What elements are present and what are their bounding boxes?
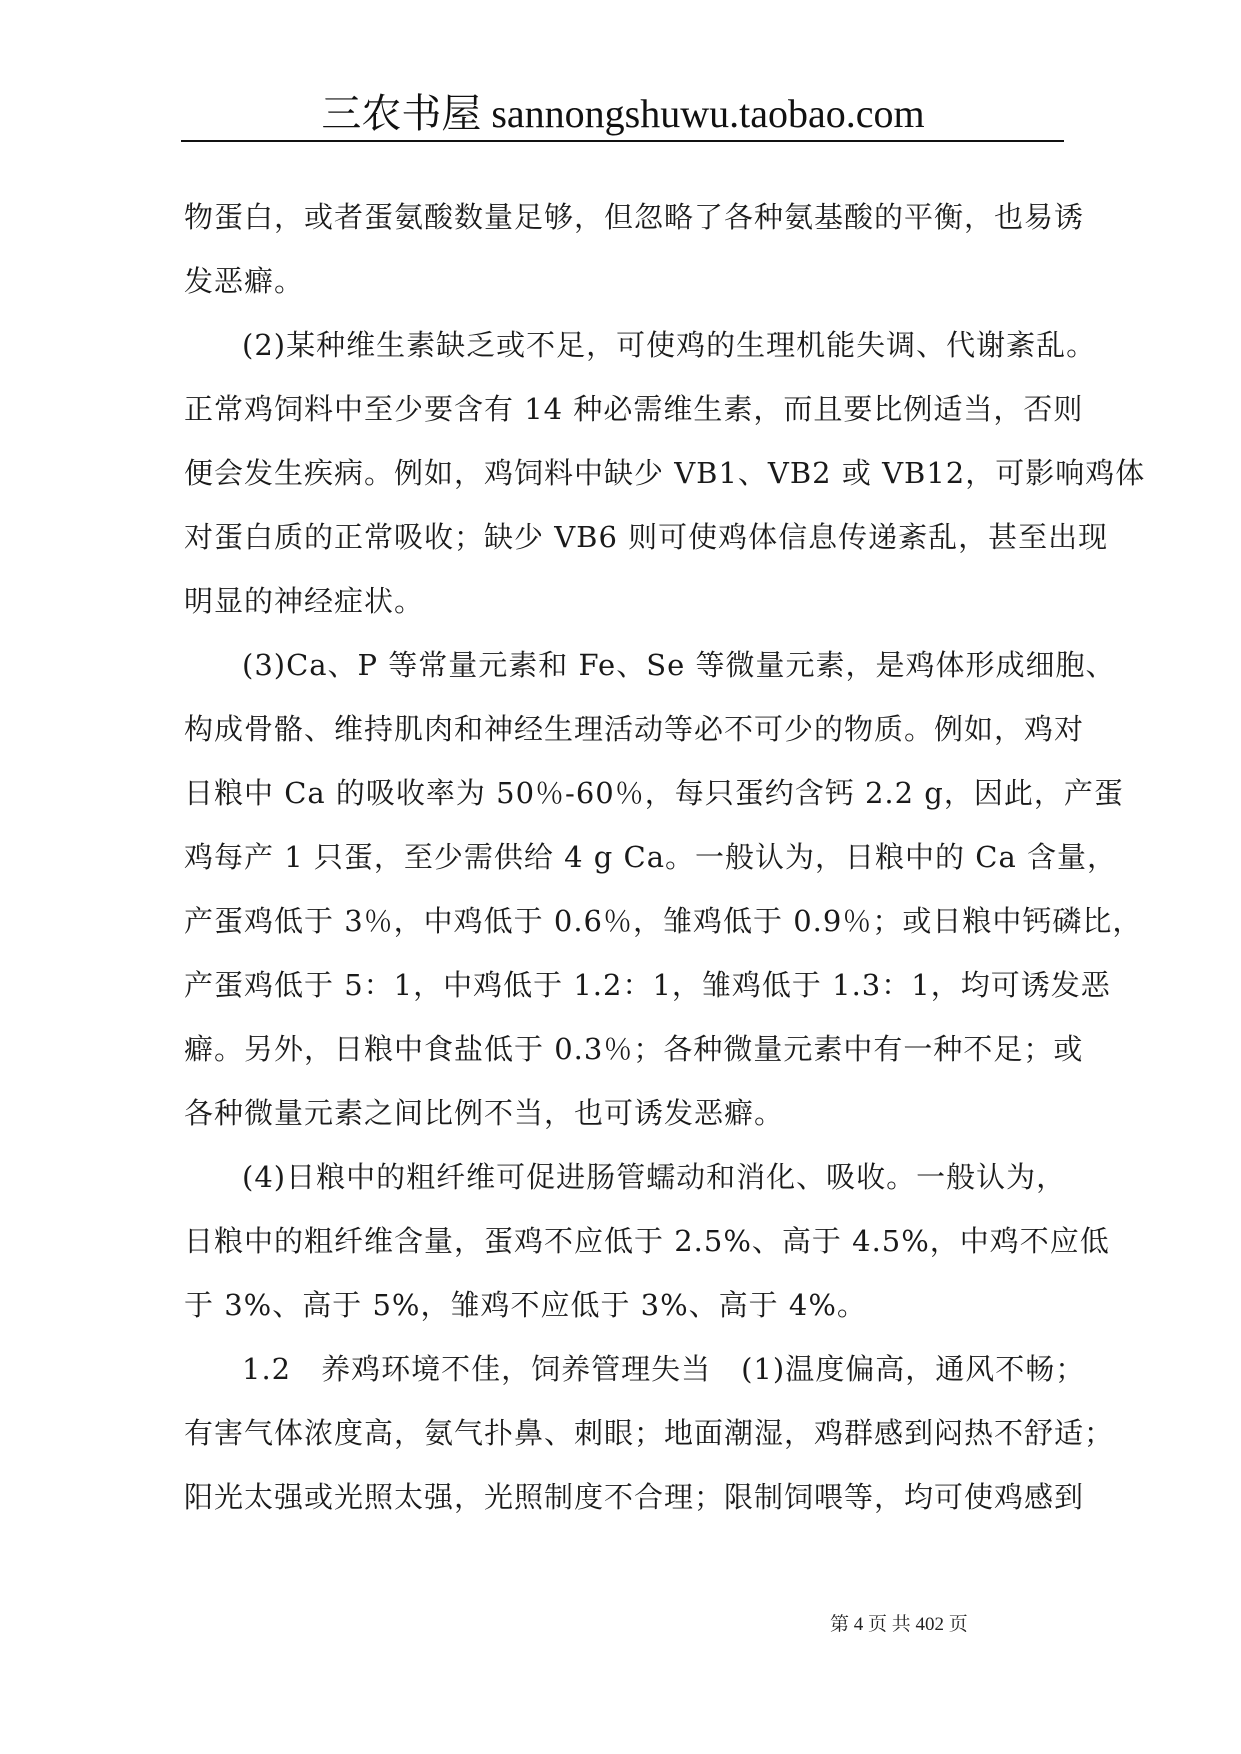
section-heading-line: 1.2 养鸡环境不佳，饲养管理失当 (1)温度偏高，通风不畅； xyxy=(242,1352,1086,1386)
text-line: 构成骨骼、维持肌肉和神经生理活动等必不可少的物质。例如，鸡对 xyxy=(184,712,1085,746)
text-line: 鸡每产 1 只蛋，至少需供给 4 g Ca。一般认为，日粮中的 Ca 含量， xyxy=(184,840,1117,874)
text-line: 阳光太强或光照太强，光照制度不合理；限制饲喂等，均可使鸡感到 xyxy=(184,1480,1085,1514)
text-line: 于 3%、高于 5%，雏鸡不应低于 3%、高于 4%。 xyxy=(184,1288,867,1322)
text-line: 癖。另外，日粮中食盐低于 0.3％；各种微量元素中有一种不足；或 xyxy=(184,1032,1084,1066)
header-divider xyxy=(181,140,1064,142)
text-line: 各种微量元素之间比例不当，也可诱发恶癖。 xyxy=(184,1096,785,1130)
text-line: 便会发生疾病。例如，鸡饲料中缺少 VB1、VB2 或 VB12，可影响鸡体 xyxy=(184,456,1146,490)
paragraph-start-line: (3)Ca、P 等常量元素和 Fe、Se 等微量元素，是鸡体形成细胞、 xyxy=(242,648,1116,682)
text-line: 有害气体浓度高，氨气扑鼻、刺眼；地面潮湿，鸡群感到闷热不舒适； xyxy=(184,1416,1115,1450)
text-line: 日粮中 Ca 的吸收率为 50％-60％，每只蛋约含钙 2.2 g，因此，产蛋 xyxy=(184,776,1124,810)
page-number-footer: 第 4 页 共 402 页 xyxy=(830,1614,968,1635)
text-line: 产蛋鸡低于 3％，中鸡低于 0.6％，雏鸡低于 0.9％；或日粮中钙磷比， xyxy=(184,904,1143,938)
text-line: 对蛋白质的正常吸收；缺少 VB6 则可使鸡体信息传递紊乱，甚至出现 xyxy=(184,520,1109,554)
text-line: 发恶癖。 xyxy=(184,264,305,298)
paragraph-start-line: (4)日粮中的粗纤维可促进肠管蠕动和消化、吸收。一般认为， xyxy=(242,1160,1067,1194)
text-line: 产蛋鸡低于 5：1，中鸡低于 1.2：1，雏鸡低于 1.3：1，均可诱发恶 xyxy=(184,968,1111,1002)
page-header-title: 三农书屋 sannongshuwu.taobao.com xyxy=(321,91,925,136)
text-line: 明显的神经症状。 xyxy=(184,584,425,618)
text-line: 物蛋白，或者蛋氨酸数量足够，但忽略了各种氨基酸的平衡，也易诱 xyxy=(184,200,1085,234)
text-line: 正常鸡饲料中至少要含有 14 种必需维生素，而且要比例适当，否则 xyxy=(184,392,1084,426)
document-body xyxy=(184,185,1146,1529)
text-line: 日粮中的粗纤维含量，蛋鸡不应低于 2.5%、高于 4.5%，中鸡不应低 xyxy=(184,1224,1110,1258)
paragraph-start-line: (2)某种维生素缺乏或不足，可使鸡的生理机能失调、代谢紊乱。 xyxy=(242,328,1097,362)
